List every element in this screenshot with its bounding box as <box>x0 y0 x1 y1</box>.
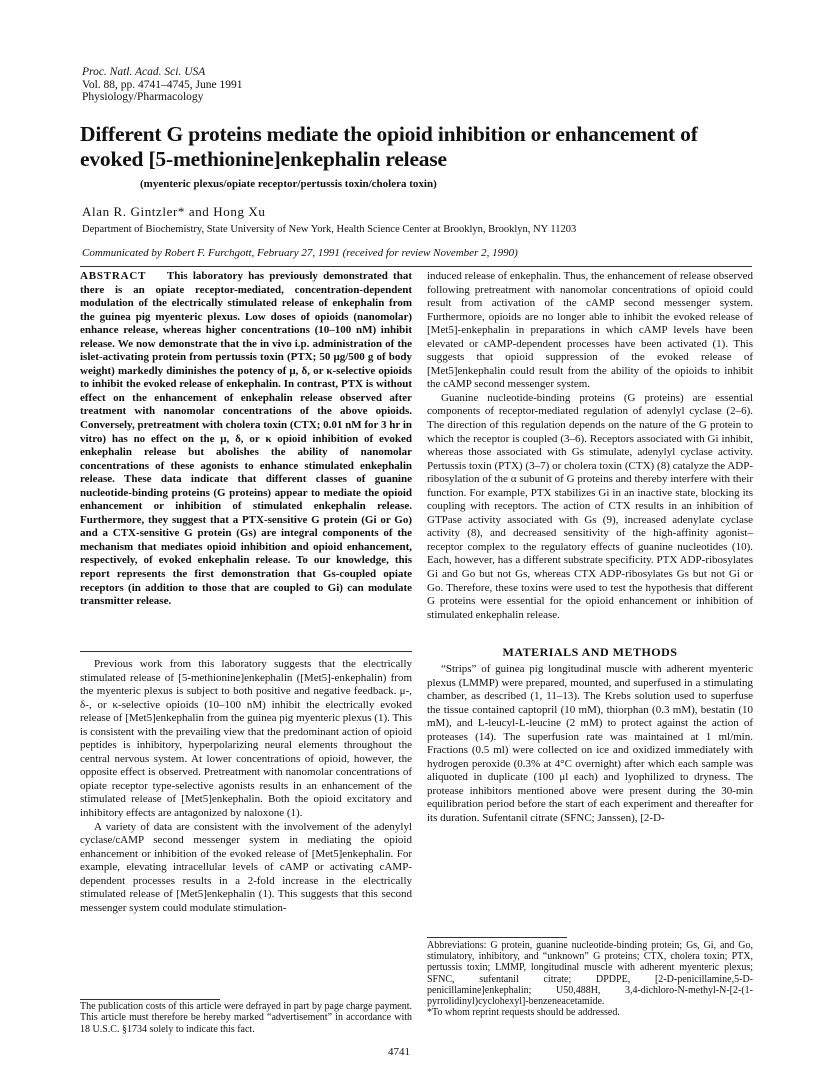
abstract-rule <box>80 651 412 652</box>
pubcost-rule <box>80 999 220 1000</box>
journal-volume: Vol. 88, pp. 4741–4745, June 1991 <box>82 78 243 91</box>
body-paragraph: Guanine nucleotide-binding proteins (G proteins) are essential components of receptor-mediated regulation of adenylyl cyclase (2–6). The direction of this regulation depends on the nature of the G protein to which the receptor is coupled (3–6). Receptors associated with Gi inhibit, whereas those associated with Gs stimulate, adenylyl cyclase activity. Pertussis toxin (PTX) (3–7) or cholera toxin (CTX) (8) catalyze the ADP-ribosylation of the α subunit of G proteins and thereby interfere with their function. For example, PTX stabilizes Gi in an inactive state, blocking its coupling with receptors. The action of CTX results in an inhibition of GTPase activity associated with Gs (9), increased adenylate cyclase activity (8), and decreased sensitivity of the high-affinity agonist–receptor complex to the regulatory effects of guanine nucleotides (10). Each, however, has a different substrate specificity. PTX ADP-ribosylates Gi and Go but not Gs, whereas CTX ADP-ribosylates Gs but not Gi or Go. Therefore, these toxins were used to test the hypothesis that different G proteins were essential for the opioid enhancement or inhibition of stimulated enkephalin release. <box>427 391 753 621</box>
journal-header <box>82 66 242 104</box>
abstract-label: ABSTRACT <box>80 270 147 282</box>
body-paragraph: induced release of enkephalin. Thus, the enhancement of release observed following pretreatment with nanomolar concentrations of opioid could result from activation of the cAMP second messenger system. Furthermore, opioids are no longer able to inhibit the evoked release of [Met5]-enkephalin in preparations in which cAMP levels have been elevated or cAMP-dependent processes have been activated (1). This suggests that opioid suppression of the evoked release of [Met5]enkephalin could result from the ability of the opioids to inhibit the cAMP second messenger system. <box>427 270 753 391</box>
right-body <box>427 270 753 622</box>
body-paragraph: Previous work from this laboratory suggests that the electrically stimulated release of [5-methionine]enkephalin ([Met5]-enkephalin) from the myenteric plexus is subject to both positive and negative feedback. μ-, δ-, or κ-selective opioids (10–100 nM) inhibit the electrically evoked release of [Met5]enkephalin from the guinea pig myenteric plexus (1). This is consistent with the prevailing view that the predominant action of opioid peptides is inhibitory, hyperpolarizing neural elements throughout the central nervous system. At lower concentrations of opioid, however, the opposite effect is observed. Pretreatment with nanomolar concentrations of opiate receptor type-selective agonists results in an enhancement of the stimulated release of [Met5]enkephalin. Both the opioid excitatory and inhibitory effects are antagonized by naloxone (1). <box>80 658 412 820</box>
footnote-rule <box>427 937 567 938</box>
affiliation: Department of Biochemistry, State University of New York, Health Science Center at Brooklyn, Brooklyn, NY 11203 <box>82 224 577 235</box>
article-title: Different G proteins mediate the opioid inhibition or enhancement of evoked [5-methionine]enkephalin release <box>80 122 698 171</box>
methods-heading: MATERIALS AND METHODS <box>502 645 678 659</box>
communicated-by: Communicated by Robert F. Furchgott, February 27, 1991 (received for review November 2, 1990) <box>82 247 518 259</box>
abstract-text: This laboratory has previously demonstrated that there is an opiate receptor-mediated, concentration-dependent modulation of the electrically stimulated release of enkephalin from the guinea pig myenteric plexus. Low doses of opioids (nanomolar) enhance release, whereas higher concentrations (10–100 nM) inhibit release. We now demonstrate that the in vivo i.p. administration of the islet-activating protein from pertussis toxin (PTX; 50 μg/500 g of body weight) markedly diminishes the potency of μ, δ, or κ-selective opioids to inhibit the evoked release of enkephalin. In contrast, PTX is without effect on the enhancement of enkephalin release observed after treatment with nanomolar concentrations of the above opioids. Conversely, pretreatment with cholera toxin (CTX; 0.01 nM for 3 hr in vitro) has no effect on the μ, δ, or κ opioid inhibition of evoked enkephalin release but abolishes the ability of nanomolar concentrations of these agonists to enhance stimulated enkephalin release. These data indicate that different classes of guanine nucleotide-binding proteins (G proteins) appear to mediate the opioid enhancement or inhibition of stimulated enkephalin release. Furthermore, they suggest that a PTX-sensitive G protein (Gi or Go) and a CTX-sensitive G protein (Gs) are integral components of the mechanism that mediates opioid inhibition and opioid enhancement, respectively, of evoked enkephalin release. To our knowledge, this report represents the first demonstration that Gs-coupled opiate receptors (in addition to those that are coupled to Gi) can modulate transmitter release. <box>80 270 412 608</box>
journal-section: Physiology/Pharmacology <box>82 91 204 103</box>
authors: Alan R. Gintzler* and Hong Xu <box>82 204 266 219</box>
correspondence-footnote: *To whom reprint requests should be addressed. <box>427 1007 620 1019</box>
journal-name: Proc. Natl. Acad. Sci. USA <box>82 66 206 78</box>
page-number: 4741 <box>388 1046 410 1058</box>
publication-cost-note: The publication costs of this article were defrayed in part by page charge payment. This article must therefore be hereby marked “advertisement” in accordance with 18 U.S.C. §1734 solely to indicate this fact. <box>80 1001 412 1035</box>
header-rule <box>80 266 752 267</box>
abbreviations-footnote <box>427 940 753 1018</box>
methods-text <box>427 663 753 826</box>
abstract <box>80 270 412 609</box>
keywords: (myenteric plexus/opiate receptor/pertussis toxin/cholera toxin) <box>140 178 437 190</box>
body-paragraph: “Strips” of guinea pig longitudinal muscle with adherent myenteric plexus (LMMP) were prepared, mounted, and superfused in a stimulating chamber, as described (1, 11–13). The Krebs solution used to superfuse the tissue contained captopril (10 mM), thiorphan (0.3 mM), bestatin (10 mM), and L-leucyl-L-leucine (2 mM) to protect against the action of proteases (14). The superfusion rate was maintained at 1 ml/min. Fractions (0.5 ml) were collected on ice and oxidized immediately with hydrogen peroxide (0.3% at 4°C overnight) after which each sample was aliquoted in duplicate (100 μl each) and lyophilized to dryness. The protease inhibitors mentioned above were present during the 30-min equilibration period before the start of each experiment and thereafter for its duration. Sufentanil citrate (SFNC; Janssen), [2-D- <box>427 663 753 825</box>
body-paragraph: A variety of data are consistent with the involvement of the adenylyl cyclase/cAMP second messenger system in mediating the opioid enhancement or inhibition of the evoked release of [Met5]enkephalin. For example, elevating intracellular levels of cAMP or activating cAMP-dependent processes results in a 2-fold increase in the electrically stimulated release of [Met5]enkephalin (1). This suggests that this second messenger system could modulate stimulation- <box>80 820 412 914</box>
abbreviations: Abbreviations: G protein, guanine nucleotide-binding protein; Gs, Gi, and Go, stimulatory, inhibitory, and “unknown” G proteins; CTX, cholera toxin; PTX, pertussis toxin; LMMP, longitudinal muscle with adherent myenteric plexus; SFNC, sufentanil citrate; DPDPE, [2-D-penicillamine,5-D-penicillamine]enkephalin; U50,488H, 3,4-dichloro-N-methyl-N-[2-(1-pyrrolidinyl)cyclohexyl]-benzeneacetamide. <box>427 940 753 1008</box>
left-body <box>80 658 412 915</box>
